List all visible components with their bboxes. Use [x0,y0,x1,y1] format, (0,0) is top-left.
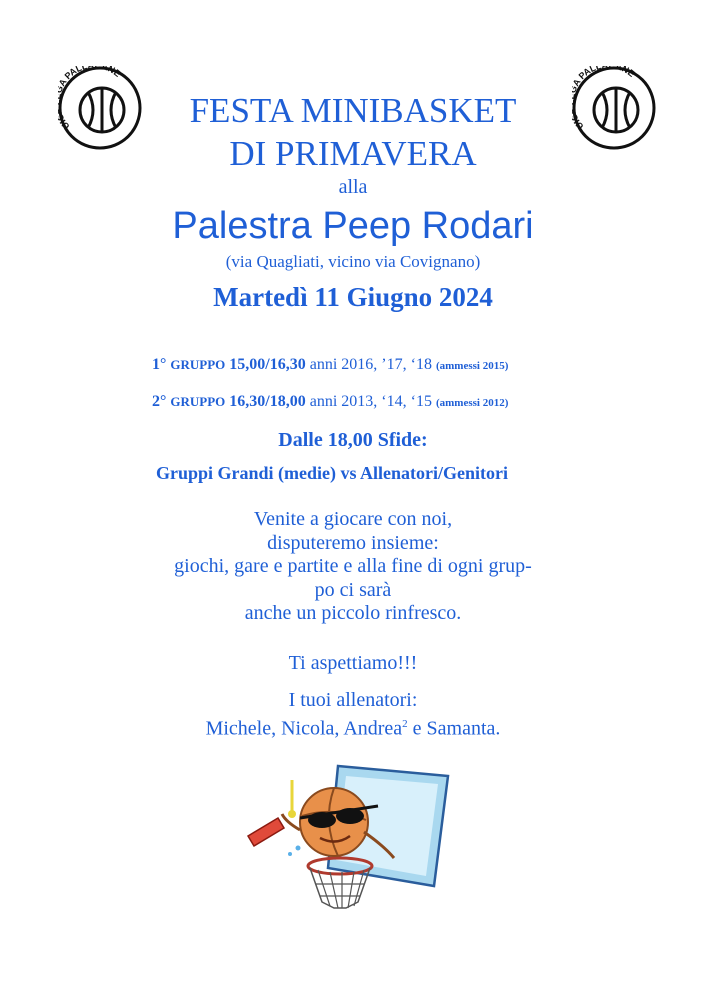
sfide-teams: Gruppi Grandi (medie) vs Allenatori/Genitori [156,463,508,483]
title-line-2: DI PRIMAVERA [229,134,477,173]
sfide-title: Dalle 18,00 Sfide: [278,429,428,451]
venue-address: (via Quagliati, vicino via Covignano) [225,252,481,271]
group-time: 15,00/16,30 [229,356,306,373]
svg-text:UISP LEGA PALLACANESTRO: UI PALL ANE [58,66,123,132]
coaches-names-part: Michele, Nicola, Andrea [205,717,403,740]
coaches-block [0,689,706,741]
group-2-line [152,392,508,413]
svg-text:UISP LEGA PALLACANESTRO: UI PALL ANE [572,66,637,132]
invite-line: Venite a giocare con noi, [253,508,453,530]
group-label: GRUPPO [170,394,226,409]
event-date: Martedì 11 Giugno 2024 [213,282,493,312]
group-time: 16,30/18,00 [229,393,306,410]
group-note: (ammessi 2015) [435,360,509,372]
coaches-names-sup: 2 [402,717,408,730]
invite-line: disputeremo insieme: [267,531,439,554]
title-line-1: FESTA MINIBASKET [189,91,517,130]
alla-text: alla [338,176,368,198]
venue-name: Palestra Peep Rodari [172,205,534,247]
group-number: 2° [152,393,167,410]
invite-line: anche un piccolo rinfresco. [244,602,462,624]
invite-line: po ci sarà [314,578,392,601]
basketball-mascot-icon [238,762,458,922]
coaches-names [0,713,706,741]
invite-line: giochi, gare e partite e alla fine di ogni grup- [174,555,532,577]
coaches-label: I tuoi allenatori: [288,689,418,711]
group-note: (ammessi 2012) [435,397,509,409]
closing-text: Ti aspettiamo!!! [288,652,418,674]
basketball-cartoon-illustration [238,762,458,922]
group-label: GRUPPO [170,357,226,372]
group-number: 1° [152,356,167,373]
invite-paragraph [0,508,706,626]
group-years: anni 2013, ‘14, ‘15 [309,393,432,410]
group-1-line [152,355,508,376]
group-years: anni 2016, ’17, ‘18 [309,356,432,373]
coaches-names-part: e Samanta. [407,717,501,740]
